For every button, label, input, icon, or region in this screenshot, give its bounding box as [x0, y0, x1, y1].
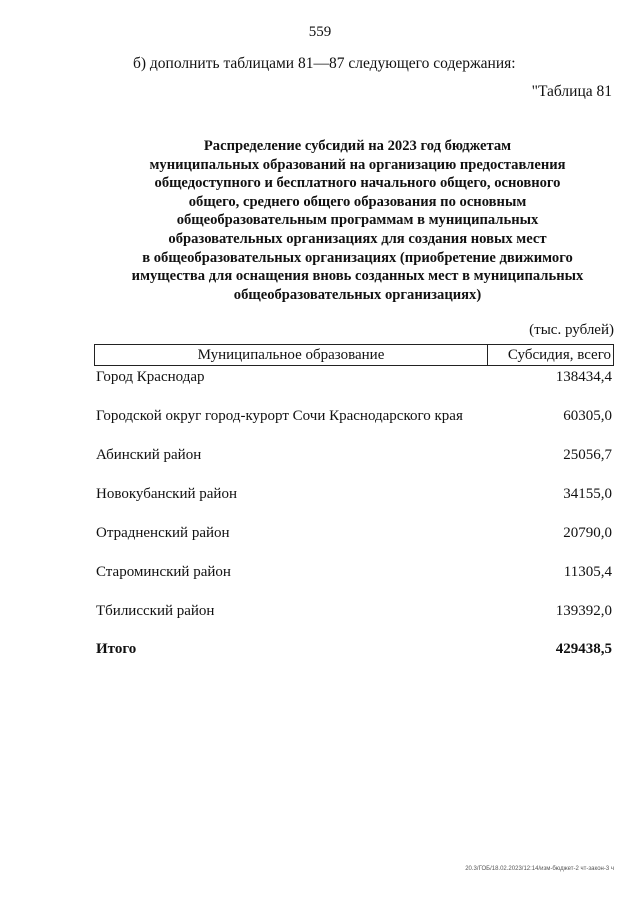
row-subsidy: 25056,7 [563, 447, 612, 463]
document-footer-code: 20.3/ГОБ/18.02.2023/12:14/изм-бюджет-2 чт-закон-3 ч [465, 866, 614, 872]
row-municipality: Тбилисский район [96, 603, 215, 619]
row-subsidy: 34155,0 [563, 486, 612, 502]
title-line: образовательных организациях для создания новых мест [168, 230, 547, 247]
row-municipality: Абинский район [96, 447, 202, 463]
table-row [96, 485, 614, 524]
table-row [96, 524, 614, 563]
table-row [96, 407, 614, 446]
units-label: (тыс. рублей) [529, 322, 614, 338]
title-line: общеобразовательным программам в муниципальных [176, 212, 539, 229]
row-municipality: Город Краснодар [96, 369, 205, 385]
row-subsidy: 139392,0 [555, 603, 612, 619]
table-row [96, 563, 614, 602]
total-row [96, 641, 614, 658]
table-row [96, 602, 614, 641]
total-value: 429438,5 [555, 641, 612, 657]
row-municipality: Новокубанский район [96, 486, 237, 502]
title-line: общеобразовательных организациях) [233, 286, 482, 303]
row-subsidy: 138434,4 [555, 369, 612, 385]
total-label: Итого [96, 641, 137, 657]
header-municipality: Муниципальное образование [95, 345, 488, 365]
title-line: общего, среднего общего образования по основным [188, 193, 527, 210]
table-title [80, 137, 635, 304]
title-line: общедоступного и бесплатного начального общего, основного [154, 175, 561, 192]
table-reference: "Таблица 81 [531, 83, 612, 100]
row-municipality: Городской округ город-курорт Сочи Краснодарского края [96, 408, 463, 424]
table-body [96, 368, 614, 641]
row-subsidy: 60305,0 [563, 408, 612, 424]
intro-text: б) дополнить таблицами 81—87 следующего содержания: [133, 55, 516, 72]
table-header [94, 344, 614, 366]
row-subsidy: 20790,0 [563, 525, 612, 541]
row-subsidy: 11305,4 [563, 564, 612, 580]
title-line: в общеобразовательных организациях (приобретение движимого [142, 249, 573, 266]
row-municipality: Отрадненский район [96, 525, 230, 541]
title-line: Распределение субсидий на 2023 год бюджетам [203, 138, 512, 154]
title-line: муниципальных образований на организацию предоставления [149, 156, 566, 173]
row-municipality: Староминский район [96, 564, 231, 580]
page-number: 559 [308, 24, 332, 40]
table-row [96, 446, 614, 485]
title-line: имущества для оснащения вновь созданных мест в муниципальных [131, 268, 584, 285]
header-subsidy: Субсидия, всего [507, 347, 611, 363]
table-row [96, 368, 614, 407]
